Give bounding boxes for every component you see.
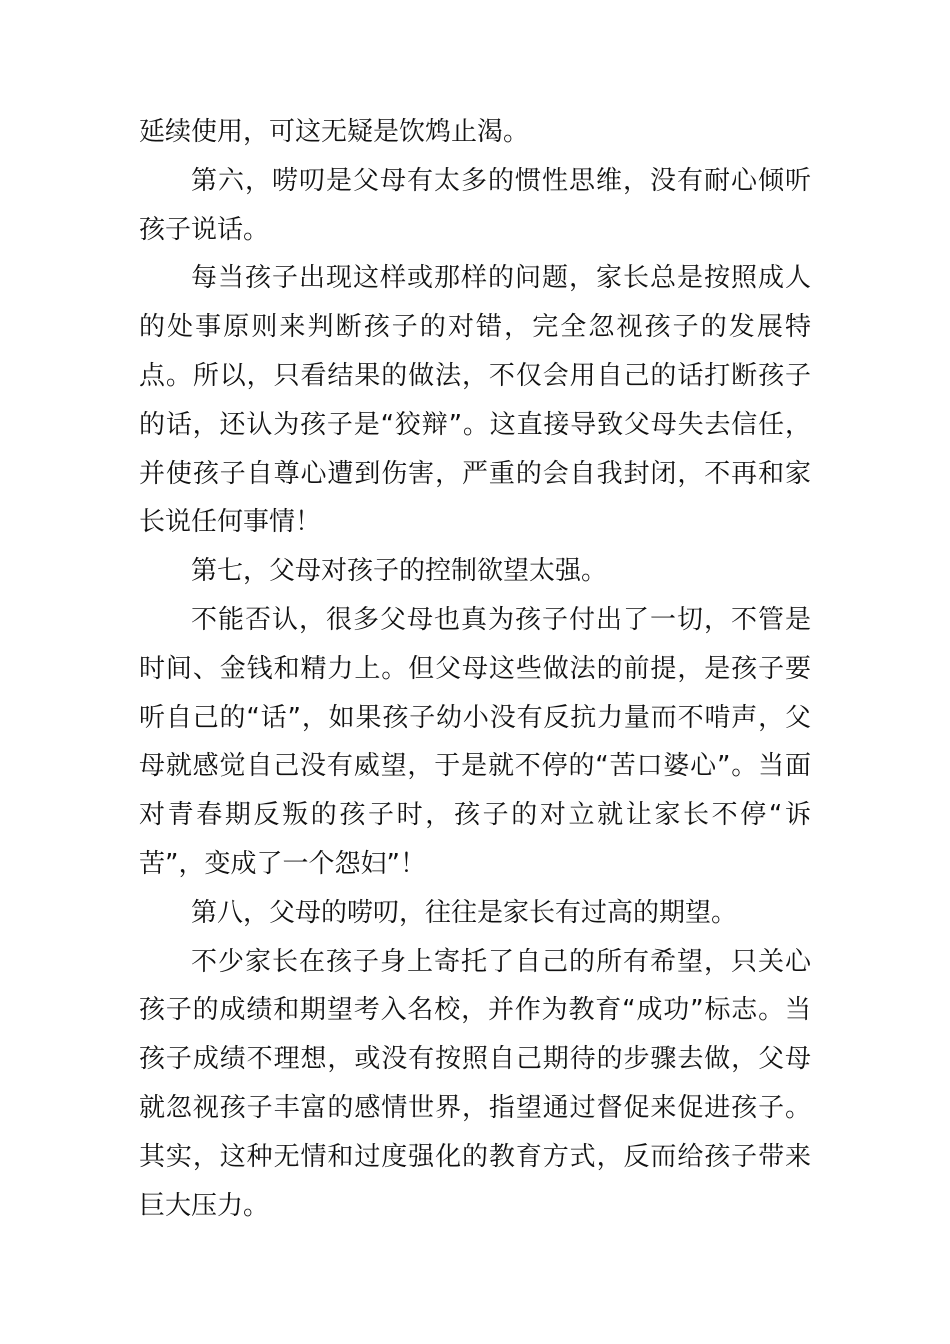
- document-body: [139, 108, 811, 1230]
- paragraph-2: 第六，唠叨是父母有太多的惯性思维，没有耐心倾听孩子说话。: [139, 165, 811, 245]
- paragraph-5: 不能否认，很多父母也真为孩子付出了一切，不管是时间、金钱和精力上。但父母这些做法的前提，是孩子要听自己的“话”，如果孩子幼小没有反抗力量而不啃声，父母就感觉自己没有威望，于是就不停的“苦口婆心”。当面对青春期反叛的孩子时，孩子的对立就让家长不停“诉苦”，变成了一个怨妇”！: [139, 604, 811, 879]
- paragraph-3: 每当孩子出现这样或那样的问题，家长总是按照成人的处事原则来判断孩子的对错，完全忽视孩子的发展特点。所以，只看结果的做法，不仅会用自己的话打断孩子的话，还认为孩子是“狡辩”。这直接导致父母失去信任，并使孩子自尊心遭到伤害，严重的会自我封闭，不再和家长说任何事情！: [139, 263, 811, 538]
- paragraph-6: 第八，父母的唠叨，往往是家长有过高的期望。: [191, 897, 738, 928]
- paragraph-7: 不少家长在孩子身上寄托了自己的所有希望，只关心孩子的成绩和期望考入名校，并作为教育“成功”标志。当孩子成绩不理想，或没有按照自己期待的步骤去做，父母就忽视孩子丰富的感情世界，指望通过督促来促进孩子。其实，这种无情和过度强化的教育方式，反而给孩子带来巨大压力。: [139, 946, 811, 1221]
- paragraph-4: 第七，父母对孩子的控制欲望太强。: [191, 556, 608, 587]
- paragraph-1: 延续使用，可这无疑是饮鸩止渴。: [139, 117, 530, 147]
